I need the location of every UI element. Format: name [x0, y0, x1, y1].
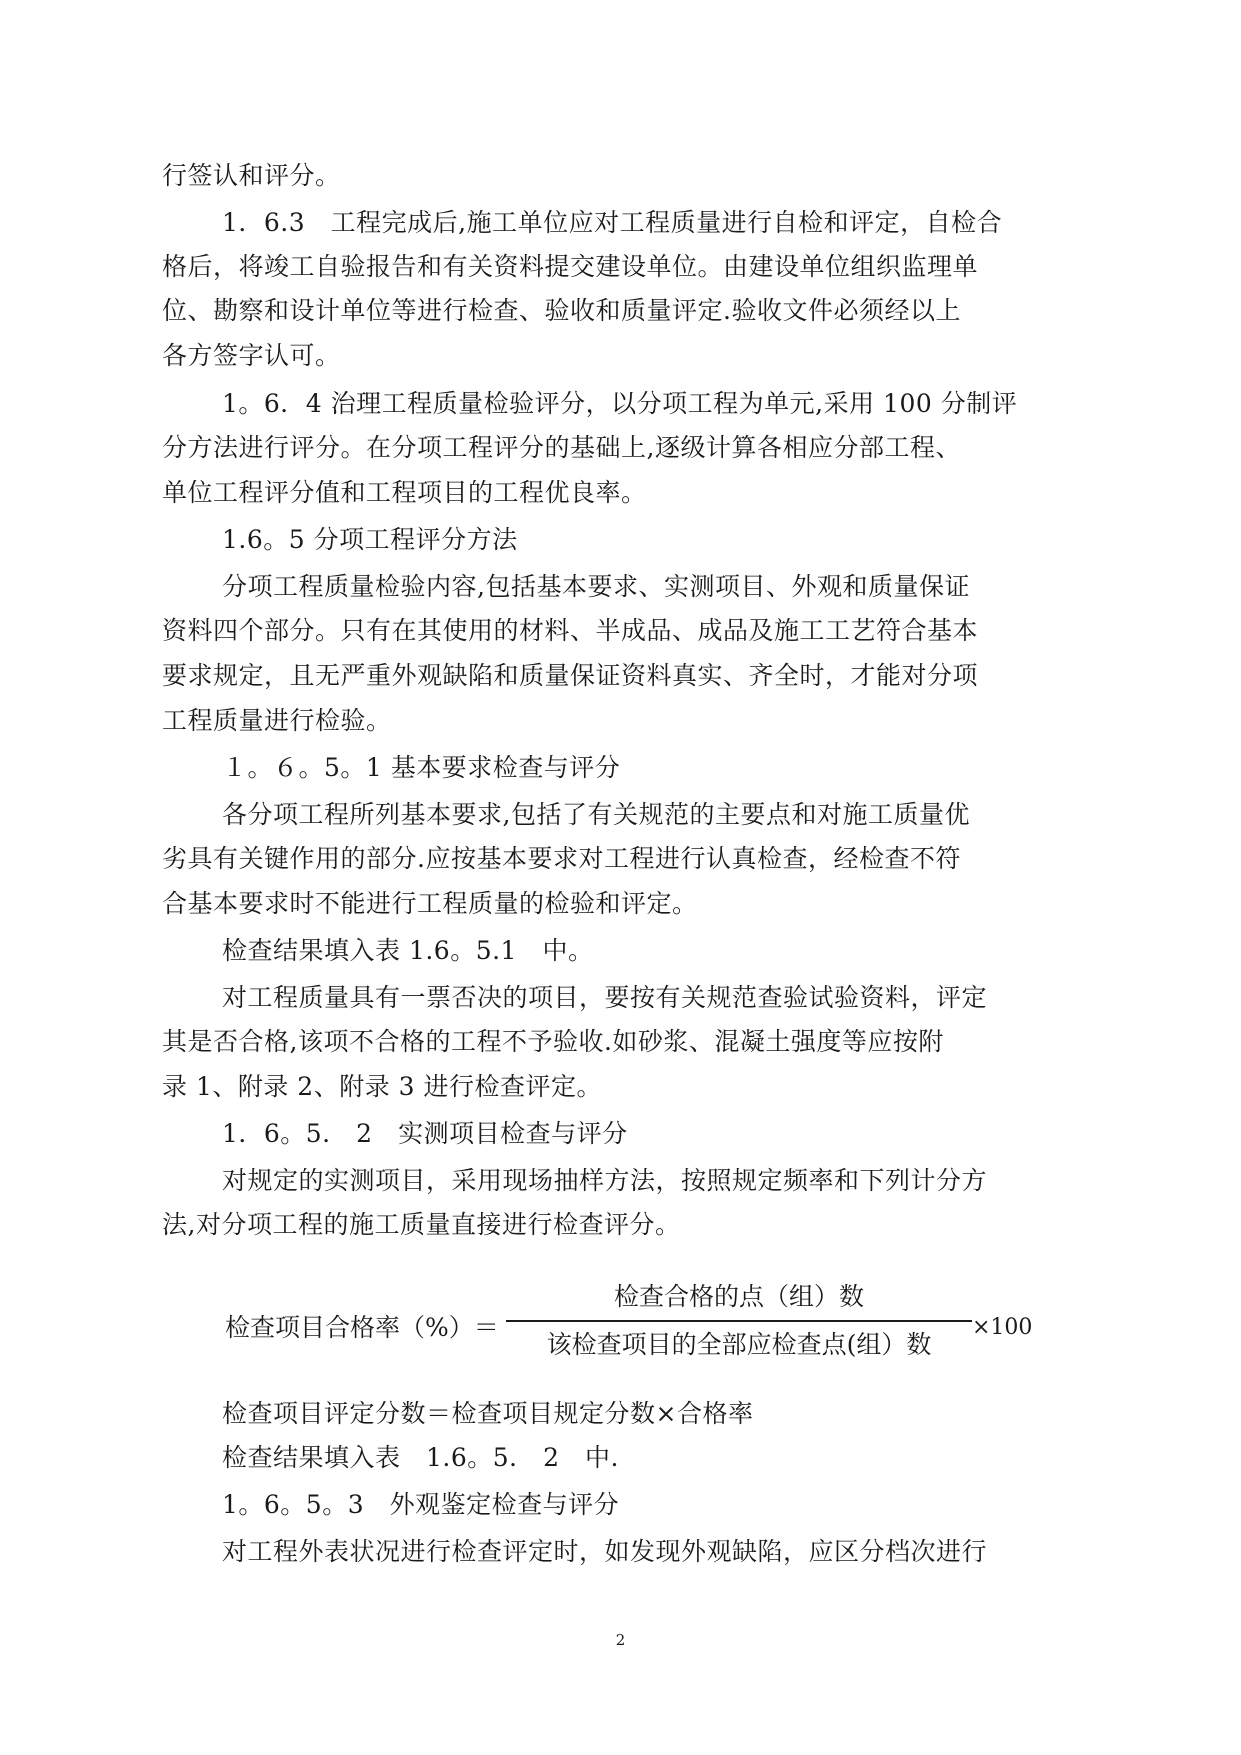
section-heading: 1.6。5 分项工程评分方法	[222, 525, 518, 554]
text-line: 分方法进行评分。在分项工程评分的基础上,逐级计算各相应分部工程、	[162, 433, 961, 462]
text-line: 劣具有关键作用的部分.应按基本要求对工程进行认真检查，经检查不符	[162, 844, 961, 873]
text-line: 1．6.3 工程完成后,施工单位应对工程质量进行自检和评定，自检合	[222, 208, 1003, 237]
formula-multiplier: ×100	[972, 1315, 1033, 1340]
text-line: 其是否合格,该项不合格的工程不予验收.如砂浆、混凝土强度等应按附	[162, 1027, 944, 1056]
section-heading: 1．6。5． 2 实测项目检查与评分	[222, 1119, 628, 1148]
text-line: 法,对分项工程的施工质量直接进行检查评分。	[162, 1210, 681, 1239]
formula-numerator: 检查合格的点（组）数	[613, 1282, 864, 1311]
text-line: 检查结果填入表 1.6。5． 2 中.	[222, 1443, 619, 1472]
text-line: 1。6．4 治理工程质量检验评分，以分项工程为单元,采用 100 分制评	[222, 389, 1018, 418]
pass-rate-formula	[0, 1280, 1241, 1390]
formula-denominator: 该检查项目的全部应检查点(组）数	[546, 1330, 932, 1359]
text-line: 资料四个部分。只有在其使用的材料、半成品、成品及施工工艺符合基本	[162, 616, 979, 645]
text-line: 对规定的实测项目，采用现场抽样方法，按照规定频率和下列计分方	[222, 1166, 988, 1195]
text-line: 对工程外表状况进行检查评定时，如发现外观缺陷，应区分档次进行	[222, 1537, 988, 1566]
formula-left-side: 检查项目合格率（%）＝	[225, 1313, 499, 1342]
page-number: 2	[615, 1631, 626, 1649]
text-line: 工程质量进行检验。	[162, 706, 392, 735]
section-heading: 1。6。5。3 外观鉴定检查与评分	[222, 1490, 620, 1519]
text-line: 要求规定，且无严重外观缺陷和质量保证资料真实、齐全时，才能对分项	[162, 661, 979, 690]
text-line: 对工程质量具有一票否决的项目，要按有关规范查验试验资料，评定	[222, 983, 988, 1012]
text-line: 各分项工程所列基本要求,包括了有关规范的主要点和对施工质量优	[222, 800, 970, 829]
text-line: 各方签字认可。	[162, 341, 341, 370]
text-line: 单位工程评分值和工程项目的工程优良率。	[162, 478, 647, 507]
text-line: 检查结果填入表 1.6。5.1 中。	[222, 936, 594, 965]
text-line: 格后，将竣工自验报告和有关资料提交建设单位。由建设单位组织监理单	[162, 252, 979, 281]
text-line: 检查项目评定分数＝检查项目规定分数×合格率	[222, 1399, 754, 1428]
text-line: 分项工程质量检验内容,包括基本要求、实测项目、外观和质量保证	[222, 572, 970, 601]
text-line: 合基本要求时不能进行工程质量的检验和评定。	[162, 889, 698, 918]
text-line: 位、勘察和设计单位等进行检查、验收和质量评定.验收文件必须经以上	[162, 296, 961, 325]
section-heading: １。６。5。1 基本要求检查与评分	[222, 753, 621, 782]
text-line: 录 1、附录 2、附录 3 进行检查评定。	[162, 1072, 603, 1101]
fraction-bar	[506, 1320, 972, 1322]
text-line: 行签认和评分。	[162, 161, 341, 190]
